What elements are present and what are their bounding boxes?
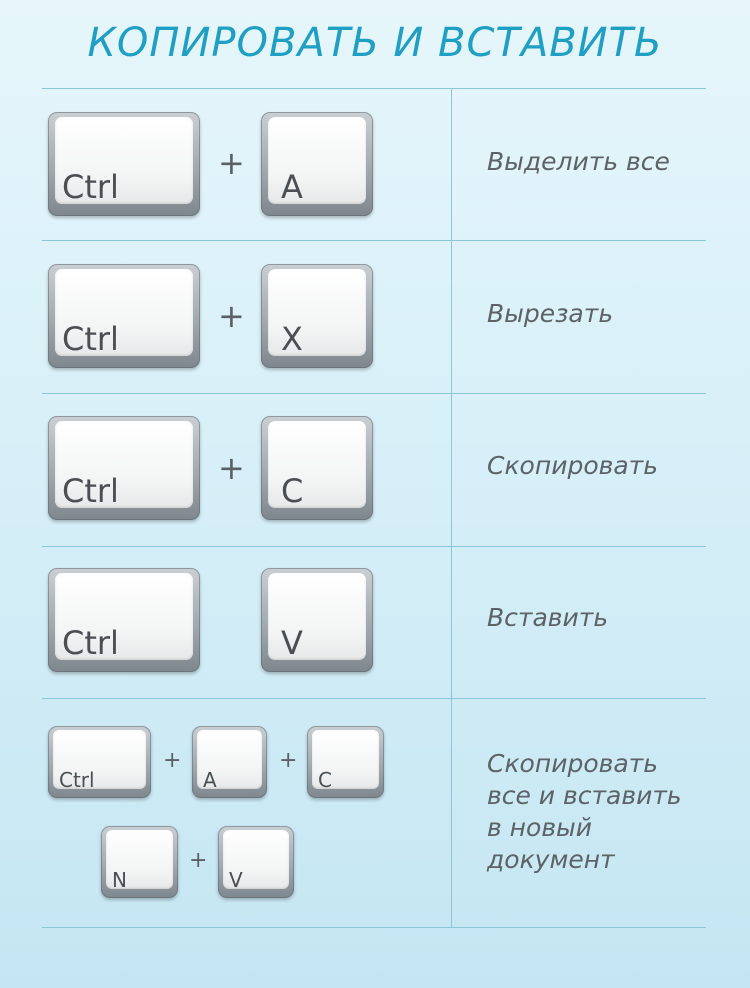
key-label: V xyxy=(281,624,303,662)
description-line: документ xyxy=(487,845,615,874)
ctrl-key xyxy=(48,264,200,368)
n-key xyxy=(101,826,178,898)
key-label: A xyxy=(281,168,303,206)
ctrl-key xyxy=(48,112,200,216)
v-key xyxy=(218,826,294,898)
divider xyxy=(42,393,706,394)
description-line: Скопировать xyxy=(487,749,658,778)
a-key xyxy=(192,726,267,798)
description-line: в новый xyxy=(487,813,593,842)
ctrl-key xyxy=(48,726,151,798)
combo-description xyxy=(487,748,682,876)
key-label: Ctrl xyxy=(62,320,119,358)
key-label: Ctrl xyxy=(62,624,119,662)
ctrl-key xyxy=(48,568,200,672)
plus-sign: + xyxy=(189,848,208,873)
shortcut-description: Выделить все xyxy=(487,147,670,176)
divider xyxy=(42,546,706,547)
a-key xyxy=(261,112,373,216)
key-label: Ctrl xyxy=(62,168,119,206)
key-label: X xyxy=(281,320,303,358)
divider xyxy=(42,88,706,89)
key-label: Ctrl xyxy=(59,768,95,792)
key-label: A xyxy=(203,768,217,792)
shortcut-description: Скопировать xyxy=(487,451,658,480)
divider xyxy=(42,927,706,928)
page-title: КОПИРОВАТЬ И ВСТАВИТЬ xyxy=(87,20,663,66)
key-label: C xyxy=(281,472,304,510)
plus-sign: + xyxy=(218,297,245,335)
key-label: V xyxy=(229,868,243,892)
x-key xyxy=(261,264,373,368)
key-label: N xyxy=(112,868,127,892)
c-key xyxy=(307,726,384,798)
c-key xyxy=(261,416,373,520)
column-divider xyxy=(451,88,452,928)
plus-sign: + xyxy=(218,449,245,487)
ctrl-key xyxy=(48,416,200,520)
shortcut-description: Вырезать xyxy=(487,299,614,328)
divider xyxy=(42,240,706,241)
key-label: C xyxy=(318,768,332,792)
v-key xyxy=(261,568,373,672)
description-line: все и вставить xyxy=(487,781,682,810)
plus-sign: + xyxy=(279,748,298,773)
key-label: Ctrl xyxy=(62,472,119,510)
shortcut-description: Вставить xyxy=(487,603,609,632)
plus-sign: + xyxy=(163,748,182,773)
divider xyxy=(42,698,706,699)
plus-sign: + xyxy=(218,144,245,182)
